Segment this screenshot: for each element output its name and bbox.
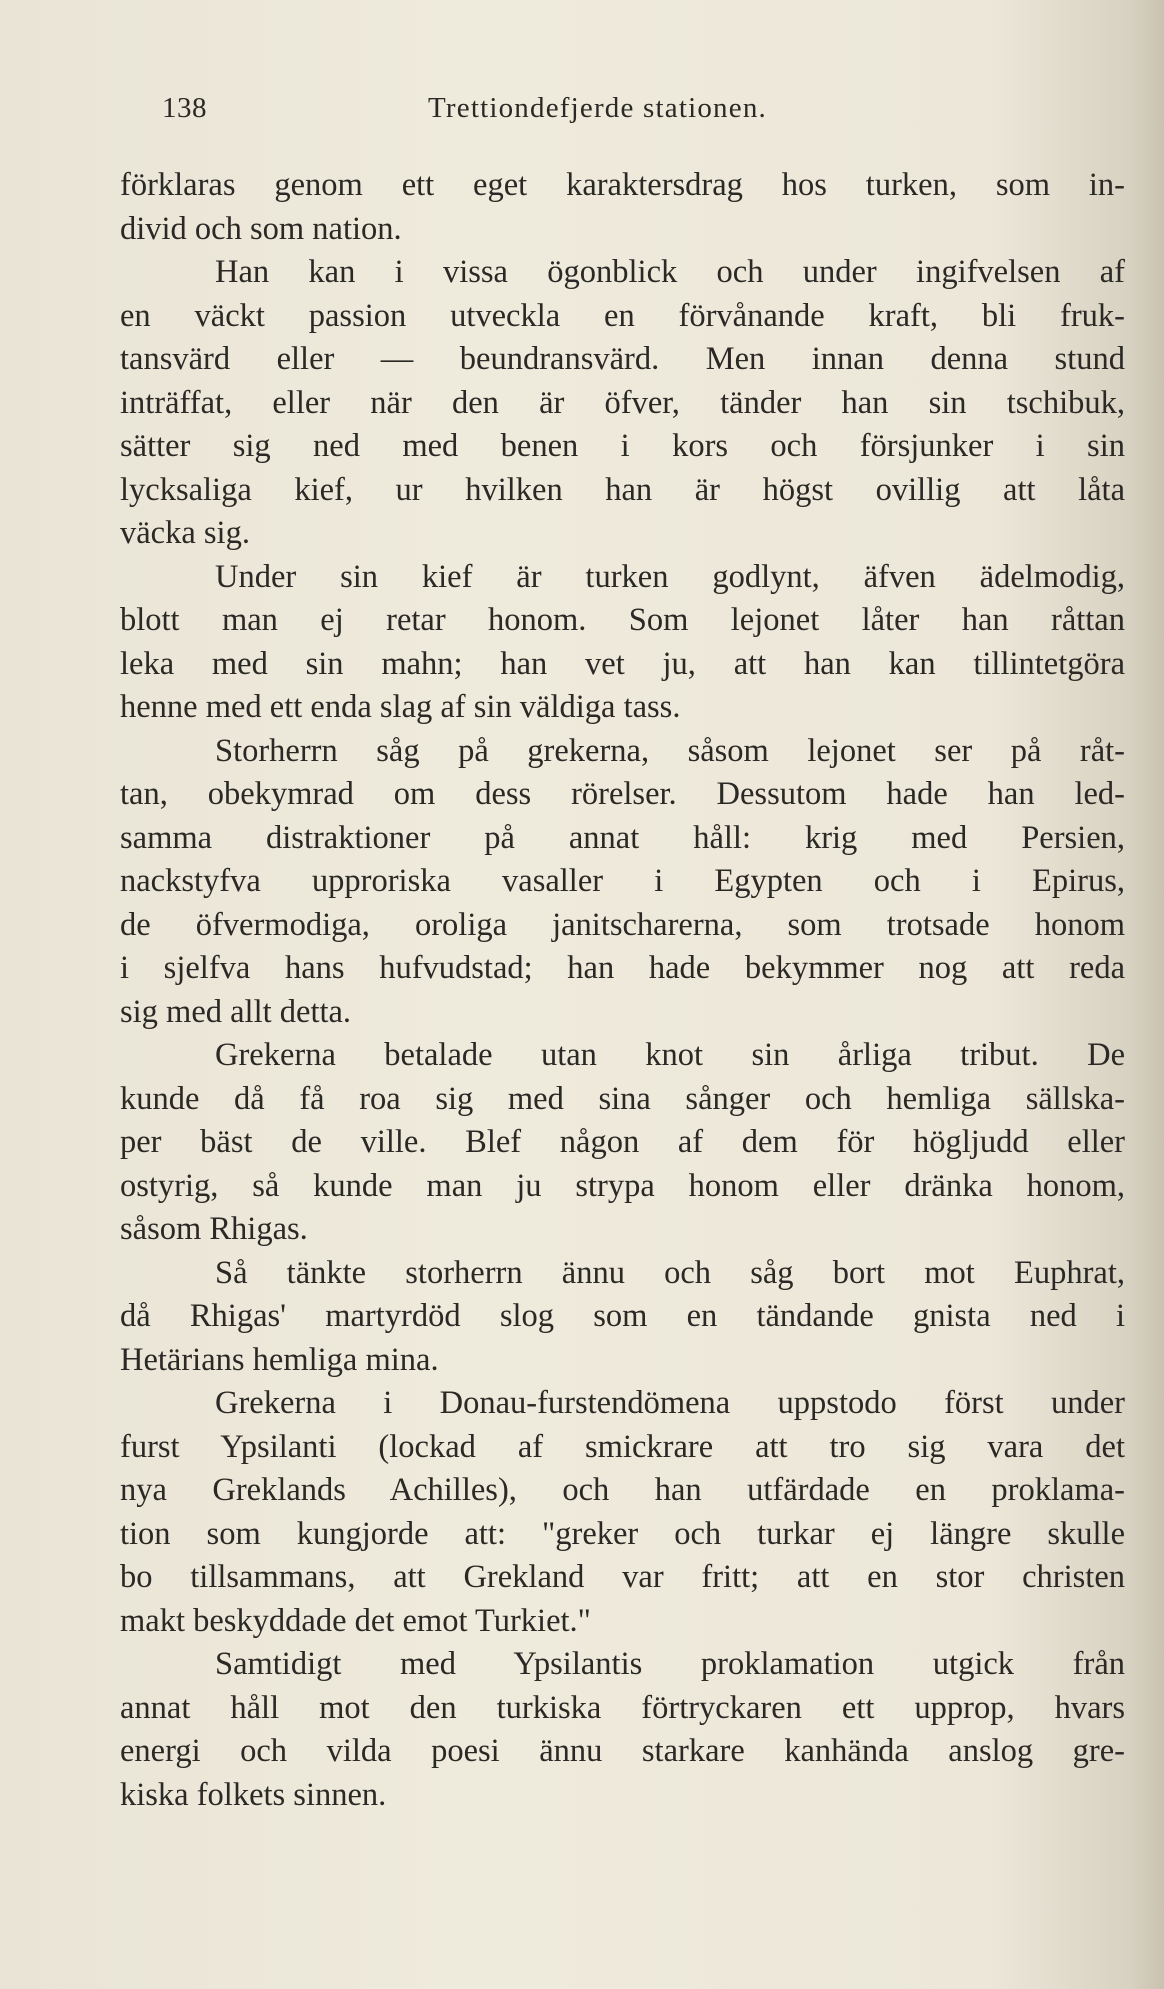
text-line: tan, obekymrad om dess rörelser. Dessutom hade han led- [120,776,1125,812]
text-line: inträffat, eller när den är öfver, tänder han sin tschibuk, [120,384,1125,421]
page-number: 138 [162,92,207,124]
text-line: Samtidigt med Ypsilantis proklamation utgick från [215,1646,1125,1682]
text-line: Hetärians hemliga mina. [120,1341,439,1378]
text-line: såsom Rhigas. [120,1211,308,1247]
text-line: i sjelfva hans hufvudstad; han hade bekymmer nog att reda [120,950,1125,986]
text-line: henne med ett enda slag af sin väldiga tass. [120,689,681,725]
text-line: då Rhigas' martyrdöd slog som en tändande gnista ned i [120,1298,1125,1334]
text-line: leka med sin mahn; han vet ju, att han kan tillintetgöra [120,645,1125,682]
text-line: Storherrn såg på grekerna, såsom lejonet ser på råt- [215,732,1125,769]
text-line: energi och vilda poesi ännu starkare kanhända anslog gre- [120,1733,1125,1769]
text-line: furst Ypsilanti (lockad af smickrare att tro sig vara det [120,1428,1125,1465]
text-line: Under sin kief är turken godlynt, äfven ädelmodig, [215,558,1125,595]
text-line: makt beskyddade det emot Turkiet." [120,1602,591,1639]
text-line: nya Greklands Achilles), och han utfärdade en proklama- [120,1472,1125,1508]
text-line: nackstyfva upproriska vasaller i Egypten och i Epirus, [120,863,1125,899]
text-line: Grekerna i Donau-furstendömena uppstodo först under [215,1385,1125,1421]
text-line: samma distraktioner på annat håll: krig med Persien, [120,819,1125,856]
text-line: per bäst de ville. Blef någon af dem för högljudd eller [120,1124,1125,1160]
text-line: kiska folkets sinnen. [120,1776,387,1813]
text-line: tion som kungjorde att: "greker och turkar ej längre skulle [120,1515,1125,1552]
page-header [120,92,1040,132]
text-line: Grekerna betalade utan knot sin årliga tribut. De [215,1037,1125,1073]
text-line: sig med allt detta. [120,993,352,1030]
text-line: väcka sig. [120,515,250,551]
text-line: en väckt passion utveckla en förvånande kraft, bli fruk- [120,297,1125,334]
text-line: Så tänkte storherrn ännu och såg bort mot Euphrat, [215,1254,1125,1291]
text-line: bo tillsammans, att Grekland var fritt; att en stor christen [120,1559,1125,1595]
body-text [120,164,1125,1817]
text-line: annat håll mot den turkiska förtryckaren ett upprop, hvars [120,1689,1125,1726]
text-line: blott man ej retar honom. Som lejonet låter han råttan [120,602,1125,638]
text-line: förklaras genom ett eget karaktersdrag hos turken, som in- [120,167,1125,203]
running-head: Trettiondefjerde stationen. [428,92,767,124]
text-line: kunde då få roa sig med sina sånger och hemliga sällska- [120,1080,1125,1117]
text-line: lycksaliga kief, ur hvilken han är högst ovillig att låta [120,471,1125,508]
text-line: divid och som nation. [120,210,402,247]
text-line: tansvärd eller — beundransvärd. Men innan denna stund [120,341,1125,377]
text-line: sätter sig ned med benen i kors och försjunker i sin [120,428,1125,464]
text-line: ostyrig, så kunde man ju strypa honom eller dränka honom, [120,1167,1125,1204]
text-line: Han kan i vissa ögonblick och under ingifvelsen af [215,254,1125,290]
text-line: de öfvermodiga, oroliga janitscharerna, som trotsade honom [120,906,1125,943]
